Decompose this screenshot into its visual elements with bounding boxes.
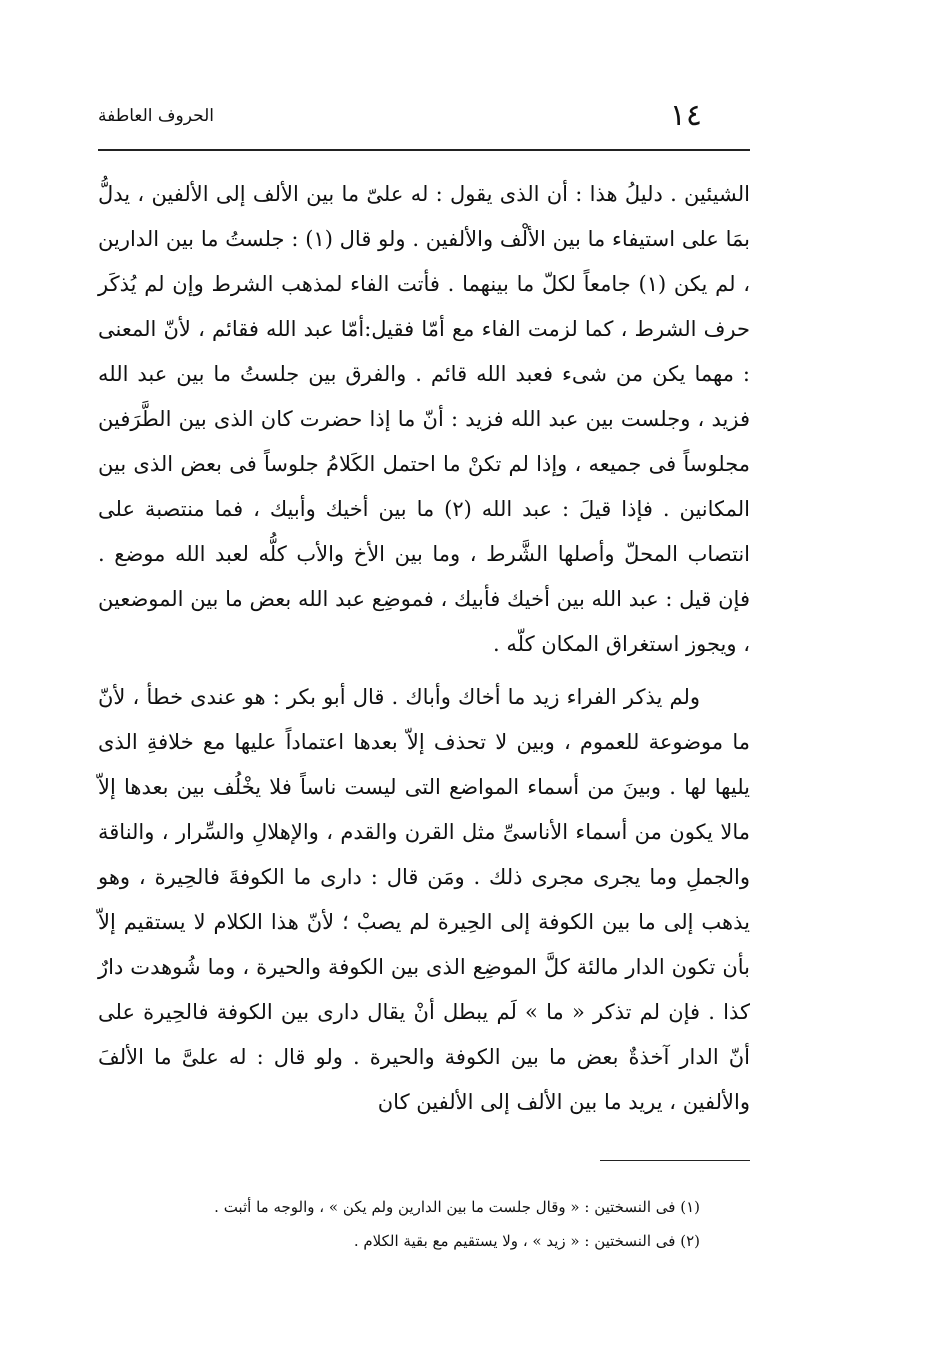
footnotes [150,1190,700,1258]
footnote-divider [600,1160,750,1161]
header-divider [98,149,750,151]
page-number: ١٤ [669,98,702,133]
paragraph-1: الشيئين . دليلُ هذا : أن الذى يقول : له علىّ ما بين الألف إلى الألفين ، يدلُّ بمَا على استيفاء ما بين الألْف والألفين . ولو قال (١) : جلستُ ما بين الدارين ، لم يكن (١) جامعاً لكلّ ما بينهما . فأتت الفاء لمذهب الشرط وإن لم يُذكَر حرف الشرط ، كما لزمت الفاء مع أمّا فقيل:أمّا عبد الله فقائم ، لأنّ المعنى : مهما يكن من شىء فعبد الله قائم . والفرق بين جلستُ ما بين عبد الله فزيد ، وجلست بين عبد الله فزيد : أنّ ما إذا حضرت كان الذى بين الطَّرَفين مجلوساً فى جميعه ، وإذا لم تكنْ ما احتمل الكَلامُ جلوساً فى بعض الذى بين المكانين . فإذا قيلَ : عبد الله (٢) ما بين أخيك وأبيك ، فما منتصبة على انتصاب المحلّ وأصلها الشَّرط ، وما بين الأخ والأب كلُّه لعبد الله موضع . فإن قيل : عبد الله بين أخيك فأبيك ، فموضِع عبد الله بعض ما بين الموضعين ، ويجوز استغراق المكان كلّه . [98,182,751,656]
running-title: الحروف العاطفة [98,106,215,126]
page-header [98,96,750,136]
footnote-1: (١) فى النسختين : « وقال جلست ما بين الدارين ولم يكن » ، والوجه ما أثبت . [214,1198,700,1216]
paragraph-2: ولم يذكر الفراء زيد ما أخاك وأباك . قال أبو بكر : هو عندى خطأ ، لأنّ ما موضوعة للعموم ، وبين لا تحذف إلاّ بعدها اعتماداً عليها مع خلافةِ الذى يليها لها . وبينَ من أسماء المواضع التى ليست ناساً فلا يخْلُف بين بعدها إلاّ مالا يكون من أسماء الأناسىِّ مثل القرن والقدم ، والإهلالِ والسِّرار ، والناقة والجملِ وما يجرى مجرى ذلك . ومَن قال : دارى ما الكوفةَ فالحِيرة ، وهو يذهب إلى ما بين الكوفة إلى الحِيرة لم يصبْ ؛ لأنّ هذا الكلام لا يستقيم إلاّ بأن تكون الدار مالئة كلَّ الموضِع الذى بين الكوفة والحيرة ، وما شُوهدت دارٌ كذا . فإن لم تذكر « ما » لَم يبطل أنْ يقال دارى بين الكوفة فالحِيرة على أنّ الدار آخذةٌ بعض ما بين الكوفة والحيرة . ولو قال : له علىَّ ما الألفَ والألفين ، يريد ما بين الألف إلى الألفين كان [98,685,750,1114]
footnote-2: (٢) فى النسختين : « زيد » ، ولا يستقيم مع بقية الكلام . [353,1232,700,1250]
main-text [98,172,750,1125]
